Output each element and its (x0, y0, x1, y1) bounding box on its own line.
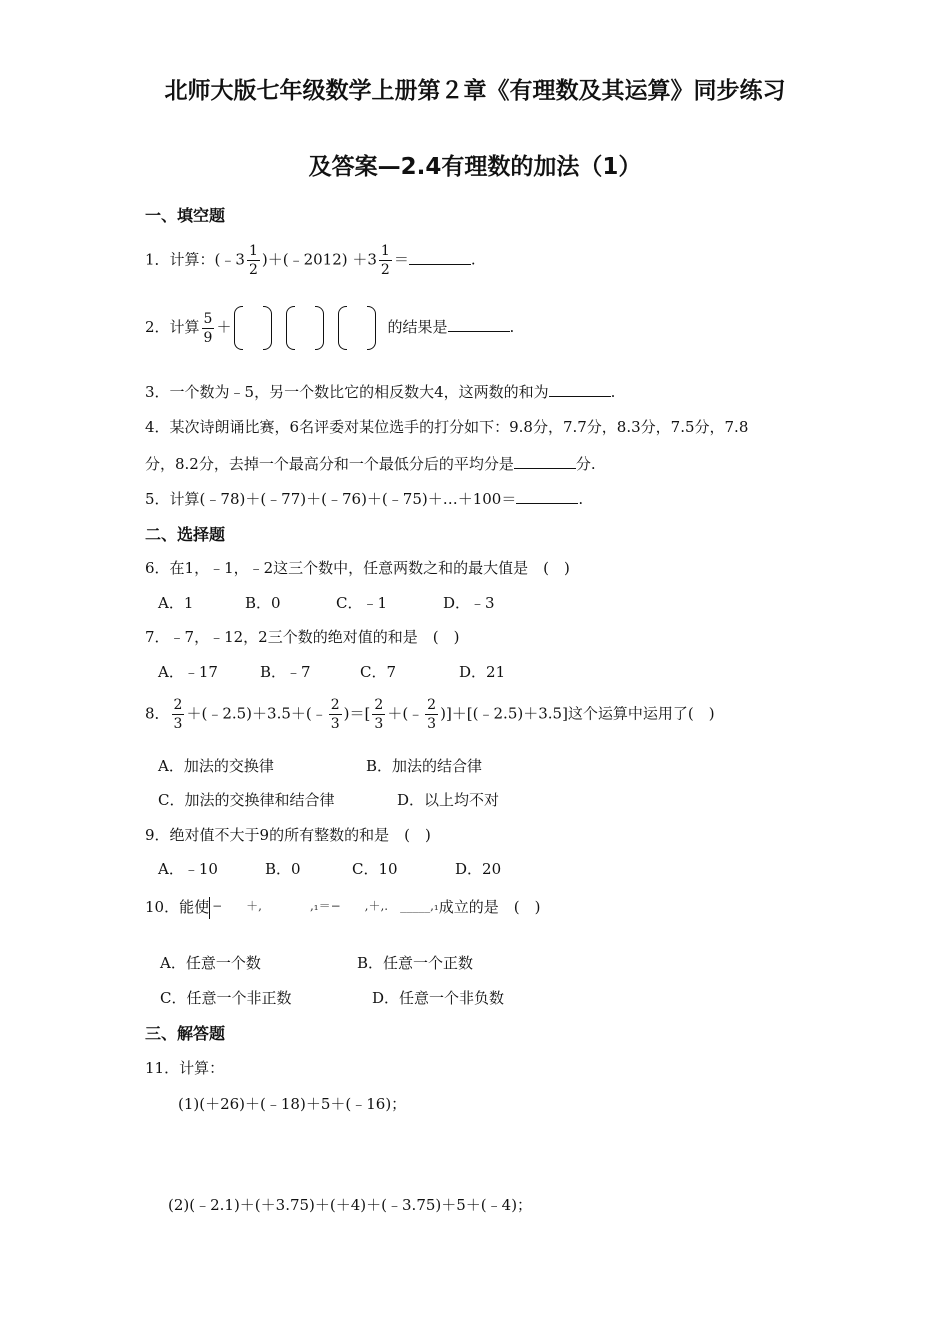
question-5: 5．计算(﹣78)＋(﹣77)＋(﹣76)＋(﹣75)＋…＋100＝ . (145, 490, 584, 508)
option-a: A．﹣10 (158, 860, 218, 878)
fraction: $\frac{5}{9}$ (203, 310, 213, 346)
question-10: 10．能使 − ＋, ,₁＝− ,＋,. _____,₁成立的是 ( ) (145, 896, 540, 919)
question-4-line2: 分，8.2分，去掉一个最高分和一个最低分后的平均分是 分. (145, 455, 596, 473)
option-a: A．1 (158, 594, 194, 612)
fraction: $\frac{1}{2}$ (248, 243, 258, 278)
doc-title-line1: 北师大版七年级数学上册第２章《有理数及其运算》同步练习 (164, 78, 786, 104)
option-b: B．加法的结合律 (366, 757, 483, 775)
question-3: 3．一个数为﹣5，另一个数比它的相反数大4，这两数的和为 . (145, 383, 616, 401)
answer-blank (409, 250, 471, 265)
question-6: 6．在1，﹣1，﹣2这三个数中，任意两数之和的最大值是 ( ) (145, 559, 570, 577)
option-c: C．﹣1 (336, 594, 388, 612)
section-fill: 一、填空题 (145, 206, 226, 225)
fraction: $\frac{2}{3}$ (173, 697, 183, 732)
fraction: $\frac{2}{3}$ (427, 697, 437, 732)
broken-formula: − ＋, ,₁＝− ,＋,. _____,₁ (209, 897, 439, 919)
question-2: 2．计算 $\frac{5}{9}$ ＋ 的结果是 . (145, 306, 514, 350)
paren-group (234, 306, 280, 350)
option-c: C．任意一个非正数 (160, 989, 292, 1007)
paren-group (286, 306, 332, 350)
option-a: A．﹣17 (158, 663, 218, 681)
fraction: $\frac{2}{3}$ (330, 697, 340, 732)
option-b: B．0 (265, 860, 301, 878)
answer-blank (448, 317, 510, 332)
question-11: 11．计算： (145, 1059, 225, 1077)
option-d: D．任意一个非负数 (372, 989, 505, 1007)
option-c: C．加法的交换律和结合律 (158, 791, 335, 809)
fraction: $\frac{2}{3}$ (374, 697, 384, 732)
option-a: A．任意一个数 (160, 954, 261, 972)
answer-blank (516, 489, 578, 504)
question-7: 7．﹣7，﹣12，2三个数的绝对值的和是 ( ) (145, 628, 460, 646)
option-c: C．10 (352, 860, 398, 878)
question-9: 9．绝对值不大于9的所有整数的和是 ( ) (145, 826, 431, 844)
option-d: D．21 (459, 663, 506, 681)
question-11-part2: (2)(﹣2.1)＋(＋3.75)＋(＋4)＋(﹣3.75)＋5＋(﹣4)； (168, 1196, 533, 1214)
option-b: B．﹣7 (260, 663, 311, 681)
option-a: A．加法的交换律 (158, 757, 274, 775)
option-d: D．﹣3 (443, 594, 495, 612)
section-choice: 二、选择题 (145, 525, 226, 544)
option-b: B．任意一个正数 (357, 954, 474, 972)
doc-title-line2: 及答案—2.4有理数的加法（1） (308, 154, 642, 180)
answer-blank (514, 454, 576, 469)
option-b: B．0 (245, 594, 281, 612)
question-11-part1: (1)(＋26)＋(﹣18)＋5＋(﹣16)； (178, 1095, 407, 1113)
answer-blank (549, 382, 611, 397)
fraction: $\frac{1}{2}$ (380, 243, 390, 278)
paren-group (338, 306, 384, 350)
option-d: D．20 (455, 860, 502, 878)
question-1: 1．计算：(﹣3 $\frac{1}{2}$ )＋(﹣2012) ＋3 $\frac{1}{2}$ ＝ . (145, 243, 476, 278)
option-d: D．以上均不对 (397, 791, 500, 809)
option-c: C．7 (360, 663, 397, 681)
question-4-line1: 4．某次诗朗诵比赛，6名评委对某位选手的打分如下：9.8分，7.7分，8.3分，7.5分，7.8 (145, 418, 749, 436)
section-answer: 三、解答题 (145, 1024, 226, 1043)
question-8: 8． $\frac{2}{3}$ ＋(﹣2.5)＋3.5＋(﹣ $\frac{2}{3}$ )＝[ $\frac{2}{3}$ ＋(﹣ $\frac{2}{3}$ )]＋[(﹣2.5)＋3.5]这个运算中运用了( ) (145, 697, 715, 732)
